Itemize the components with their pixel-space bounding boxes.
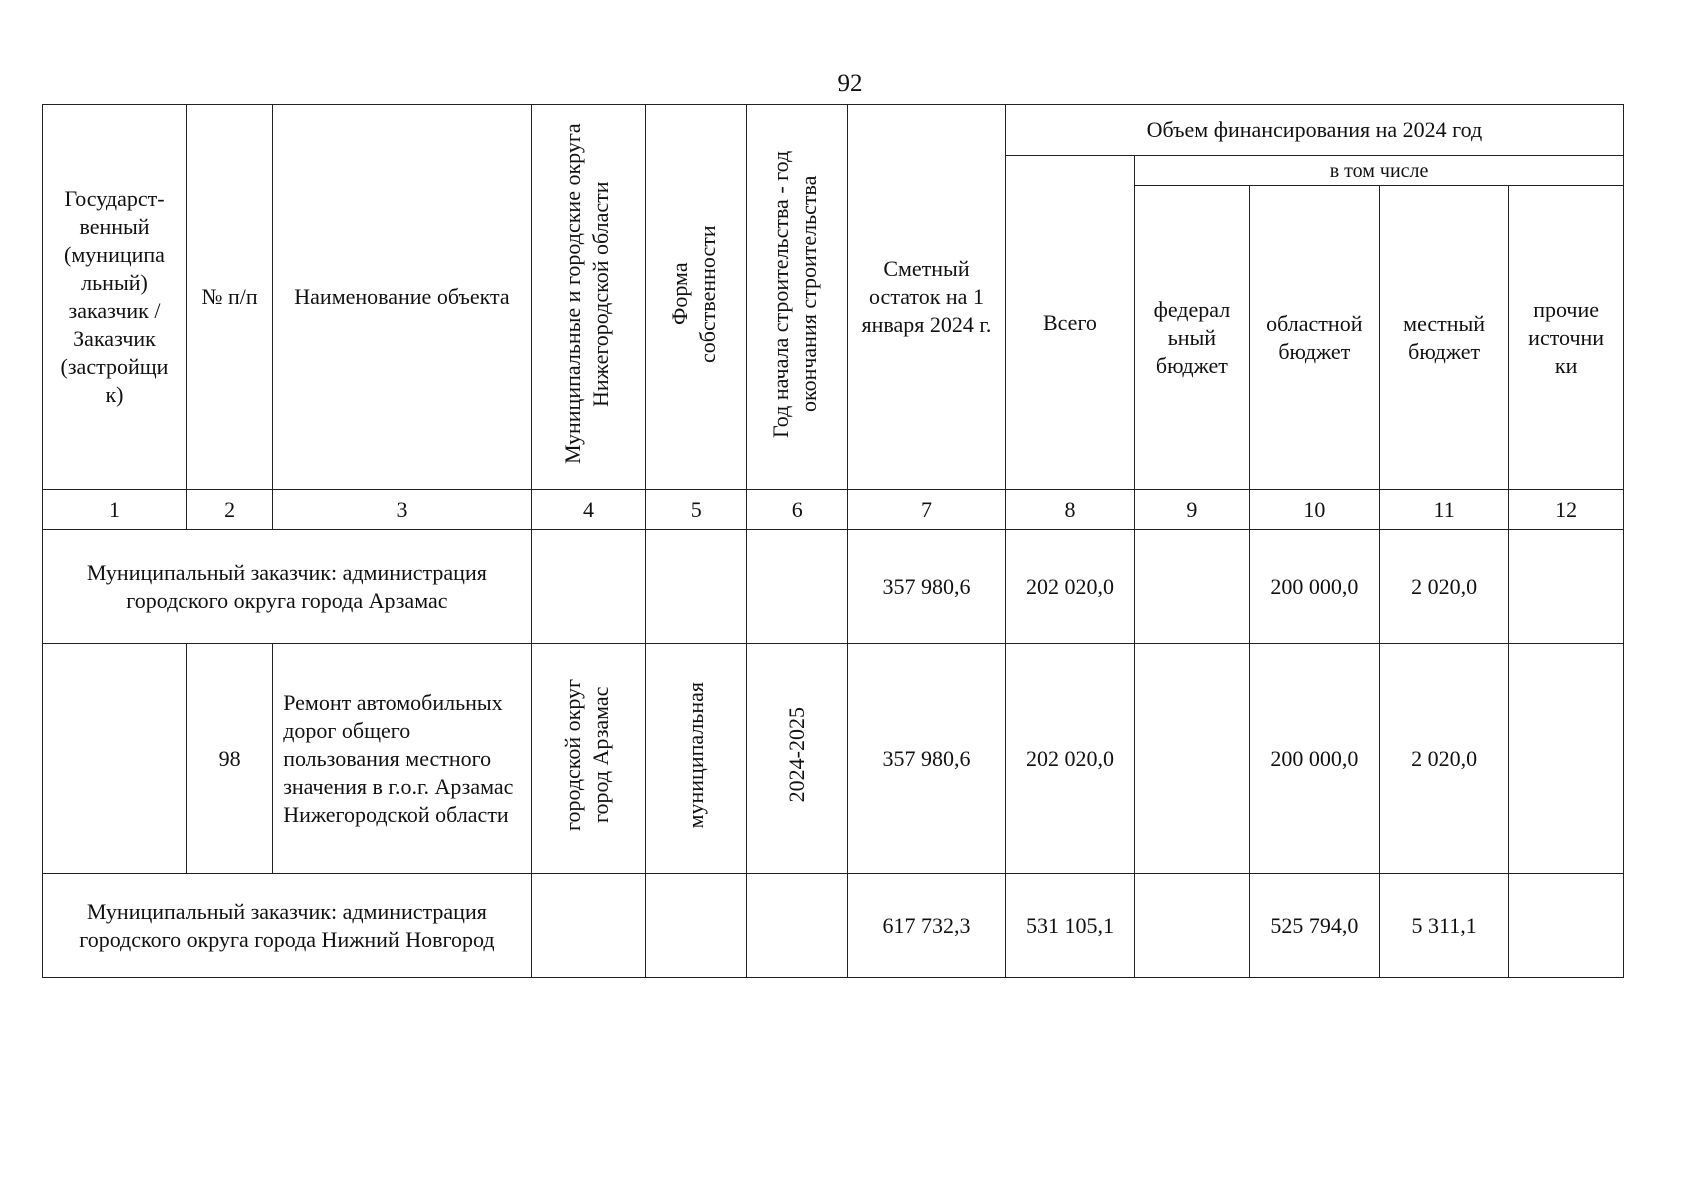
- column-number: 11: [1379, 490, 1508, 530]
- header-ownership-text: Форма собственности: [667, 224, 721, 363]
- municipality-text: городской округ город Арзамас: [559, 678, 613, 832]
- federal-cell: [1135, 874, 1250, 978]
- header-federal-budget: федерал ьный бюджет: [1135, 186, 1250, 490]
- item-number: 98: [187, 644, 273, 874]
- years-cell: [747, 644, 848, 874]
- header-number: № п/п: [187, 105, 273, 490]
- header-municipality-text: Муниципальные и городские округа Нижегородской области: [559, 123, 613, 464]
- table-cell: [747, 874, 848, 978]
- table-cell: [531, 874, 646, 978]
- funding-table: [42, 104, 1624, 978]
- local-cell: 5 311,1: [1379, 874, 1508, 978]
- ownership-text: муниципальная: [683, 681, 709, 829]
- column-number: 10: [1249, 490, 1379, 530]
- estimate-balance-cell: 357 980,6: [848, 530, 1006, 644]
- regional-cell: 200 000,0: [1249, 530, 1379, 644]
- total-cell: 531 105,1: [1005, 874, 1134, 978]
- header-local-budget: местный бюджет: [1379, 186, 1508, 490]
- table-cell: [43, 644, 187, 874]
- header-years: [747, 105, 848, 490]
- column-number: 1: [43, 490, 187, 530]
- column-numbers-row: [43, 490, 1624, 530]
- total-cell: 202 020,0: [1005, 644, 1134, 874]
- header-object-name: Наименование объекта: [273, 105, 532, 490]
- column-number: 4: [531, 490, 646, 530]
- column-number: 12: [1509, 490, 1624, 530]
- regional-cell: 525 794,0: [1249, 874, 1379, 978]
- customer-group-row: [43, 874, 1624, 978]
- ownership-cell: [646, 644, 747, 874]
- column-number: 8: [1005, 490, 1134, 530]
- table-cell: [646, 530, 747, 644]
- table-cell: [747, 530, 848, 644]
- header-municipality: [531, 105, 646, 490]
- local-cell: 2 020,0: [1379, 644, 1508, 874]
- header-customer: Государст-венный (муниципа льный) заказчик / Заказчик (застройщи к): [43, 105, 187, 490]
- header-estimate-balance: Сметный остаток на 1 января 2024 г.: [848, 105, 1006, 490]
- years-text: 2024-2025: [784, 707, 810, 803]
- estimate-balance-cell: 357 980,6: [848, 644, 1006, 874]
- column-number: 7: [848, 490, 1006, 530]
- customer-group-row: [43, 530, 1624, 644]
- page-number: 92: [837, 70, 863, 97]
- customer-name: Муниципальный заказчик: администрация городского округа города Нижний Новгород: [43, 874, 532, 978]
- table-row: [43, 644, 1624, 874]
- column-number: 3: [273, 490, 532, 530]
- column-number: 5: [646, 490, 747, 530]
- federal-cell: [1135, 530, 1250, 644]
- header-other-sources: прочие источни ки: [1509, 186, 1624, 490]
- other-cell: [1509, 874, 1624, 978]
- column-number: 2: [187, 490, 273, 530]
- header-funding-title: Объем финансирования на 2024 год: [1005, 105, 1623, 156]
- local-cell: 2 020,0: [1379, 530, 1508, 644]
- column-number: 9: [1135, 490, 1250, 530]
- other-cell: [1509, 644, 1624, 874]
- header-ownership: [646, 105, 747, 490]
- header-row-1: [43, 105, 1624, 156]
- table-cell: [531, 530, 646, 644]
- total-cell: 202 020,0: [1005, 530, 1134, 644]
- customer-name: Муниципальный заказчик: администрация городского округа города Арзамас: [43, 530, 532, 644]
- header-regional-budget: областной бюджет: [1249, 186, 1379, 490]
- column-number: 6: [747, 490, 848, 530]
- regional-cell: 200 000,0: [1249, 644, 1379, 874]
- municipality-cell: [531, 644, 646, 874]
- header-years-text: Год начала строительства - год окончания строительства: [768, 149, 822, 438]
- header-including: в том числе: [1135, 156, 1624, 186]
- other-cell: [1509, 530, 1624, 644]
- federal-cell: [1135, 644, 1250, 874]
- table-cell: [646, 874, 747, 978]
- estimate-balance-cell: 617 732,3: [848, 874, 1006, 978]
- header-total: Всего: [1005, 156, 1134, 490]
- object-name: Ремонт автомобильных дорог общего пользования местного значения в г.о.г. Арзамас Нижегородской области: [273, 644, 532, 874]
